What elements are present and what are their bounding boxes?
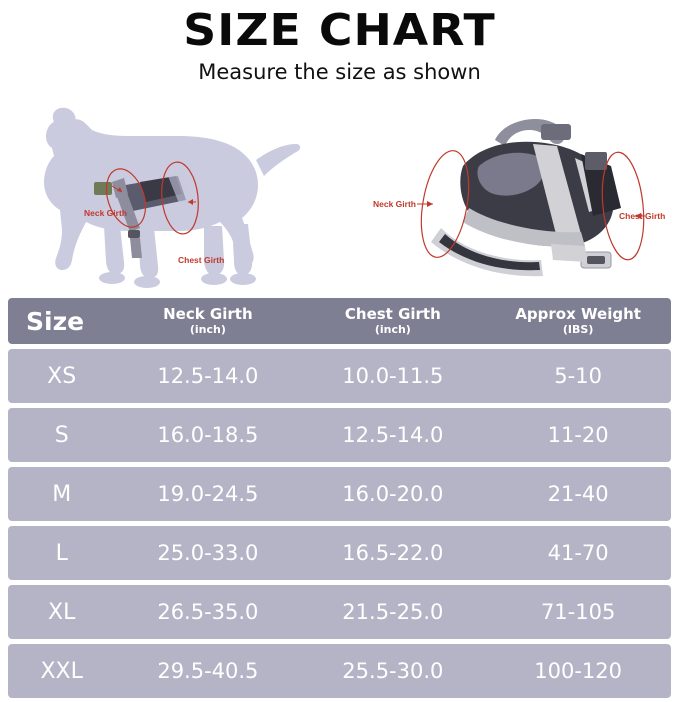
table-row	[8, 644, 671, 698]
cell-chest: 10.0-11.5	[342, 364, 444, 388]
page-subtitle: Measure the size as shown	[198, 60, 481, 85]
table-header-row	[8, 298, 671, 344]
cell-neck: 25.0-33.0	[157, 541, 259, 565]
harness-product-icon	[345, 94, 675, 294]
cell-size: L	[55, 540, 68, 566]
header-cell-approx-weight: Approx Weight (IBS)	[515, 304, 641, 337]
cell-weight: 5-10	[554, 364, 602, 388]
right-chest-girth-label: Chest Girth	[619, 211, 666, 222]
table-row	[8, 585, 671, 639]
page-title: SIZE CHART	[183, 5, 496, 56]
cell-chest: 12.5-14.0	[342, 423, 444, 447]
dog-silhouette-icon	[8, 90, 338, 295]
harness-product-illustration	[345, 94, 675, 294]
cell-weight: 100-120	[534, 659, 623, 683]
cell-neck: 26.5-35.0	[157, 600, 259, 624]
cell-size: XL	[48, 599, 76, 625]
cell-neck: 16.0-18.5	[157, 423, 259, 447]
table-row	[8, 408, 671, 462]
cell-chest: 16.0-20.0	[342, 482, 444, 506]
cell-size: S	[54, 422, 69, 448]
table-row	[8, 467, 671, 521]
cell-neck: 19.0-24.5	[157, 482, 259, 506]
table-row	[8, 349, 671, 403]
left-chest-girth-label: Chest Girth	[178, 255, 225, 266]
header	[0, 0, 679, 84]
size-table	[8, 298, 671, 698]
cell-chest: 16.5-22.0	[342, 541, 444, 565]
illustrations	[0, 90, 679, 295]
cell-weight: 21-40	[547, 482, 609, 506]
cell-size: XS	[47, 363, 77, 389]
cell-size: M	[52, 481, 72, 507]
cell-chest: 21.5-25.0	[342, 600, 444, 624]
header-cell-neck-girth: Neck Girth (inch)	[163, 304, 253, 337]
table-row	[8, 526, 671, 580]
cell-neck: 12.5-14.0	[157, 364, 259, 388]
cell-weight: 41-70	[547, 541, 609, 565]
left-neck-girth-label: Neck Girth	[84, 208, 127, 219]
header-cell-size: Size	[26, 306, 85, 336]
cell-chest: 25.5-30.0	[342, 659, 444, 683]
cell-weight: 11-20	[547, 423, 609, 447]
cell-weight: 71-105	[540, 600, 616, 624]
dog-silhouette-illustration	[8, 90, 338, 295]
right-neck-girth-label: Neck Girth	[373, 199, 416, 210]
header-cell-chest-girth: Chest Girth (inch)	[344, 304, 441, 337]
cell-neck: 29.5-40.5	[157, 659, 259, 683]
cell-size: XXL	[40, 658, 83, 684]
